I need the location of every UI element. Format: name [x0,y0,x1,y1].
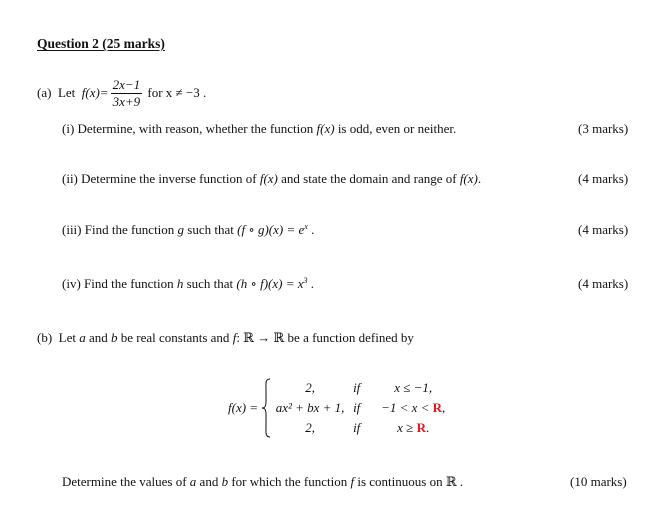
left-brace-icon [261,378,271,438]
subpart-text: Find the function [84,276,174,291]
case-if: if [353,400,361,415]
math-set-reals: ℝ [445,474,457,489]
intro-text: be a function defined by [287,330,414,345]
task-text: and [199,474,219,489]
subpart-label: (ii) [62,171,78,186]
subpart-text: such that [187,222,234,237]
case-condition [375,420,445,436]
condition-text: x ≥ [397,420,417,435]
case-if: if [353,420,361,435]
subpart-text: such that [186,276,234,291]
math-composition: (h ∘ f)(x) = x [236,276,304,291]
condition-tail: . [425,420,430,435]
math-var-b: b [221,474,229,489]
subpart-label: (iv) [62,276,81,291]
math-fx: f(x) [316,121,335,136]
function-lhs: f(x)= [81,84,109,100]
task-text: Determine the values of [62,474,187,489]
marks-ii: (4 marks) [578,171,629,186]
case-value: ax² + bx + 1, [275,400,345,415]
math-var-a: a [79,330,86,345]
subpart-label: (i) [62,121,75,136]
math-exponent: 3 [303,276,308,285]
subpart-text: . [311,222,315,237]
function-fraction [111,78,143,110]
fraction-numerator: 2x−1 [111,78,143,94]
math-var-a: a [189,474,197,489]
part-b-label: (b) [37,330,53,345]
case-if: if [353,380,361,395]
subpart-text: Determine, with reason, whether the function [77,121,314,136]
domain-condition: for x ≠ −3 . [147,84,207,100]
case-condition [375,380,445,396]
math-var-f: f [232,330,237,345]
highlight-r: R [416,420,426,435]
case-condition [375,400,445,416]
subpart-ii [62,171,481,187]
piecewise-cases [273,380,445,436]
highlight-r: R [432,400,443,415]
subpart-text: Find the function [84,222,175,237]
part-a-label: (a) [37,84,52,100]
subpart-label: (iii) [62,222,82,237]
case-value: 2, [305,420,315,435]
subpart-text: . [310,276,315,291]
marks-iii: (4 marks) [578,222,629,237]
subpart-text: Determine the inverse function of [81,171,257,186]
math-var: g [177,222,185,237]
part-b-intro [37,330,414,346]
marks-i: (3 marks) [578,121,629,136]
marks-iv: (4 marks) [578,276,629,291]
marks-b: (10 marks) [570,474,627,489]
subpart-text: and state the domain and range of [281,171,457,186]
part-a-intro [37,78,206,110]
subpart-text: . [477,171,482,186]
intro-text: Let [58,330,76,345]
subpart-text: is odd, even or neither. [337,121,457,136]
math-mapping: : ℝ → ℝ [236,330,285,345]
task-text: for which the function [231,474,348,489]
math-fx: f(x) [459,171,478,186]
subpart-iii [62,222,314,238]
condition-tail: , [442,400,446,415]
math-var: h [176,276,184,291]
subpart-iv [62,276,314,292]
math-fx: f(x) [259,171,278,186]
math-var-b: b [111,330,118,345]
task-text: is continuous on [357,474,443,489]
piecewise-lhs: f(x) = [228,400,259,415]
question-title: Question 2 (25 marks) [37,36,165,51]
math-composition: (f ∘ g)(x) = e [237,222,305,237]
condition-text: −1 < x < [381,400,433,415]
math-var-f: f [350,474,355,489]
condition-text: x ≤ −1, [394,380,433,395]
part-a-let: Let [57,84,76,100]
fraction-denominator: 3x+9 [112,94,141,110]
math-exponent: x [304,222,308,231]
intro-text: and [89,330,108,345]
task-text: . [459,474,464,489]
intro-text: be real constants and [120,330,230,345]
subpart-i [62,121,456,137]
piecewise-function [228,378,445,438]
part-b-task [62,474,463,490]
case-value: 2, [305,380,315,395]
